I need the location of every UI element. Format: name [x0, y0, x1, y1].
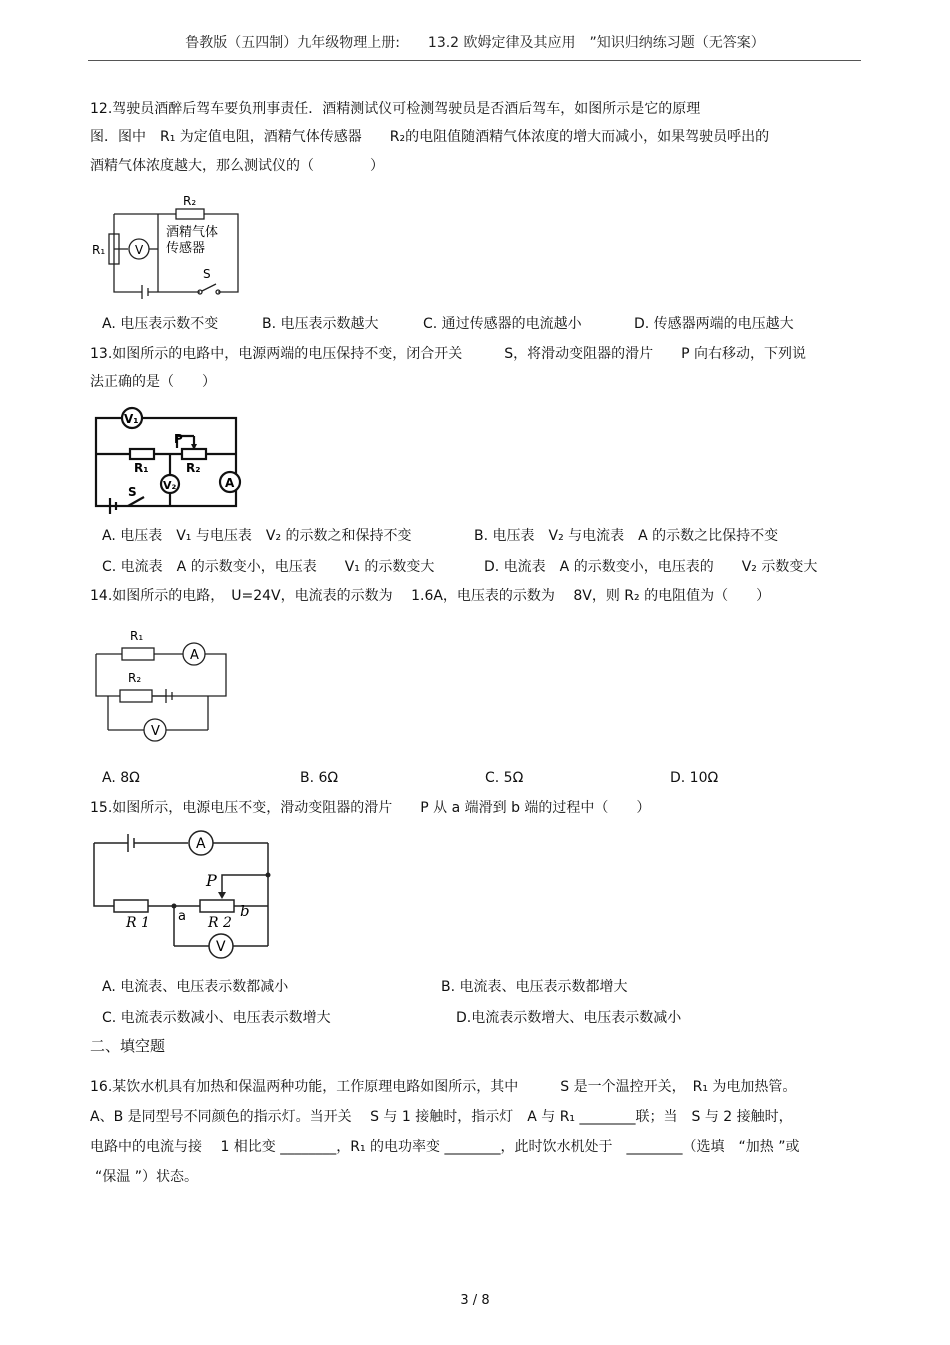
q12-r1-label: R₁ [92, 243, 106, 257]
q12-option-c[interactable]: C. 通过传感器的电流越小 [423, 316, 582, 332]
q14-r2-label: R₂ [128, 671, 142, 685]
q14-option-a[interactable]: A. 8Ω [102, 770, 140, 786]
q15-option-a[interactable]: A. 电流表、电压表示数都减小 [102, 979, 289, 995]
q15-terminal-b: b [240, 902, 250, 920]
q12-circuit-figure [90, 192, 241, 300]
q14-r1-label: R₁ [130, 629, 144, 643]
q15-ammeter-label: A [196, 836, 206, 852]
q16-line2: A、B 是同型号不同颜色的指示灯。当开关 S 与 1 接触时，指示灯 A 与 R₁ ________联；当 S 与 2 接触时， [90, 1109, 793, 1125]
q16-line1: 16.某饮水机具有加热和保温两种功能，工作原理电路如图所示，其中 S 是一个温控开关， R₁ 为电加热管。 [90, 1079, 797, 1095]
q13-option-a[interactable]: A. 电压表 V₁ 与电压表 V₂ 的示数之和保持不变 [102, 528, 412, 544]
q12-option-a[interactable]: A. 电压表示数不变 [102, 316, 219, 332]
q13-v2-label: V₂ [163, 479, 177, 492]
q12-sensor-label-2: 传感器 [166, 241, 206, 256]
q12-option-d[interactable]: D. 传感器两端的电压越大 [634, 316, 794, 332]
page-number: 3 / 8 [460, 1293, 490, 1308]
q13-p-label: P [174, 432, 183, 446]
q15-voltmeter-label: V [216, 939, 226, 955]
q15-circuit-figure [90, 828, 280, 962]
q12-line1: 12.驾驶员酒醉后驾车要负刑事责任．酒精测试仪可检测驾驶员是否酒后驾车，如图所示是它的原理 [90, 101, 701, 117]
q12-option-b[interactable]: B. 电压表示数越大 [262, 316, 379, 332]
q12-line2: 图．图中 R₁ 为定值电阻，酒精气体传感器 R₂的电阻值随酒精气体浓度的增大而减小，如果驾驶员呼出的 [90, 129, 770, 145]
q13-circuit-figure [90, 404, 243, 516]
q12-sensor-label-1: 酒精气体 [166, 225, 219, 240]
q16-line4: “保温 ”）状态。 [95, 1169, 198, 1185]
q15-p-label: P [206, 871, 217, 890]
page-header: 鲁教版（五四制）九年级物理上册: 13.2 欧姆定律及其应用 ”知识归纳练习题（无答案） [185, 35, 765, 51]
q14-option-b[interactable]: B. 6Ω [300, 770, 339, 786]
q13-v1-label: V₁ [124, 412, 139, 426]
q15-r1-label: R 1 [126, 915, 150, 931]
header-rule [88, 60, 861, 61]
q14-ammeter-label: A [190, 648, 199, 663]
q15-line1: 15.如图所示，电源电压不变，滑动变阻器的滑片 P 从 a 端滑到 b 端的过程中（ ） [90, 800, 651, 816]
q14-circuit-figure [90, 622, 228, 746]
q13-option-d[interactable]: D. 电流表 A 的示数变小，电压表的 V₂ 示数变大 [484, 559, 818, 575]
q16-line3: 电路中的电流与接 1 相比变 ________，R₁ 的电功率变 ________，此时饮水机处于 ________（选填 “加热 ”或 [90, 1139, 800, 1155]
q14-voltmeter-label: V [151, 724, 160, 739]
q15-option-b[interactable]: B. 电流表、电压表示数都增大 [441, 979, 628, 995]
q13-r1-label: R₁ [134, 461, 149, 475]
q14-line1: 14.如图所示的电路， U=24V，电流表的示数为 1.6A，电压表的示数为 8V，则 R₂ 的电阻值为（ ） [90, 588, 771, 604]
q13-option-c[interactable]: C. 电流表 A 的示数变小，电压表 V₁ 的示数变大 [102, 559, 435, 575]
q15-r2-label: R 2 [208, 915, 232, 931]
q15-terminal-a: a [178, 909, 186, 924]
section-fill-in-blank-title: 二、填空题 [90, 1037, 166, 1055]
q12-line3: 酒精气体浓度越大，那么测试仪的（ ） [90, 158, 384, 174]
q14-option-d[interactable]: D. 10Ω [670, 770, 719, 786]
q12-voltmeter-label: V [135, 243, 144, 257]
q15-option-c[interactable]: C. 电流表示数减小、电压表示数增大 [102, 1010, 331, 1026]
q14-option-c[interactable]: C. 5Ω [485, 770, 524, 786]
q13-line1: 13.如图所示的电路中，电源两端的电压保持不变，闭合开关 S，将滑动变阻器的滑片 P 向右移动，下列说 [90, 346, 807, 362]
q13-line2: 法正确的是（ ） [90, 374, 216, 390]
q13-switch-label: S [128, 485, 137, 499]
q12-r2-label: R₂ [183, 194, 197, 208]
q12-switch-label: S [203, 267, 211, 281]
q13-ammeter-label: A [225, 476, 235, 490]
q13-r2-label: R₂ [186, 461, 201, 475]
q13-option-b[interactable]: B. 电压表 V₂ 与电流表 A 的示数之比保持不变 [474, 528, 779, 544]
q15-option-d[interactable]: D.电流表示数增大、电压表示数减小 [456, 1010, 682, 1026]
